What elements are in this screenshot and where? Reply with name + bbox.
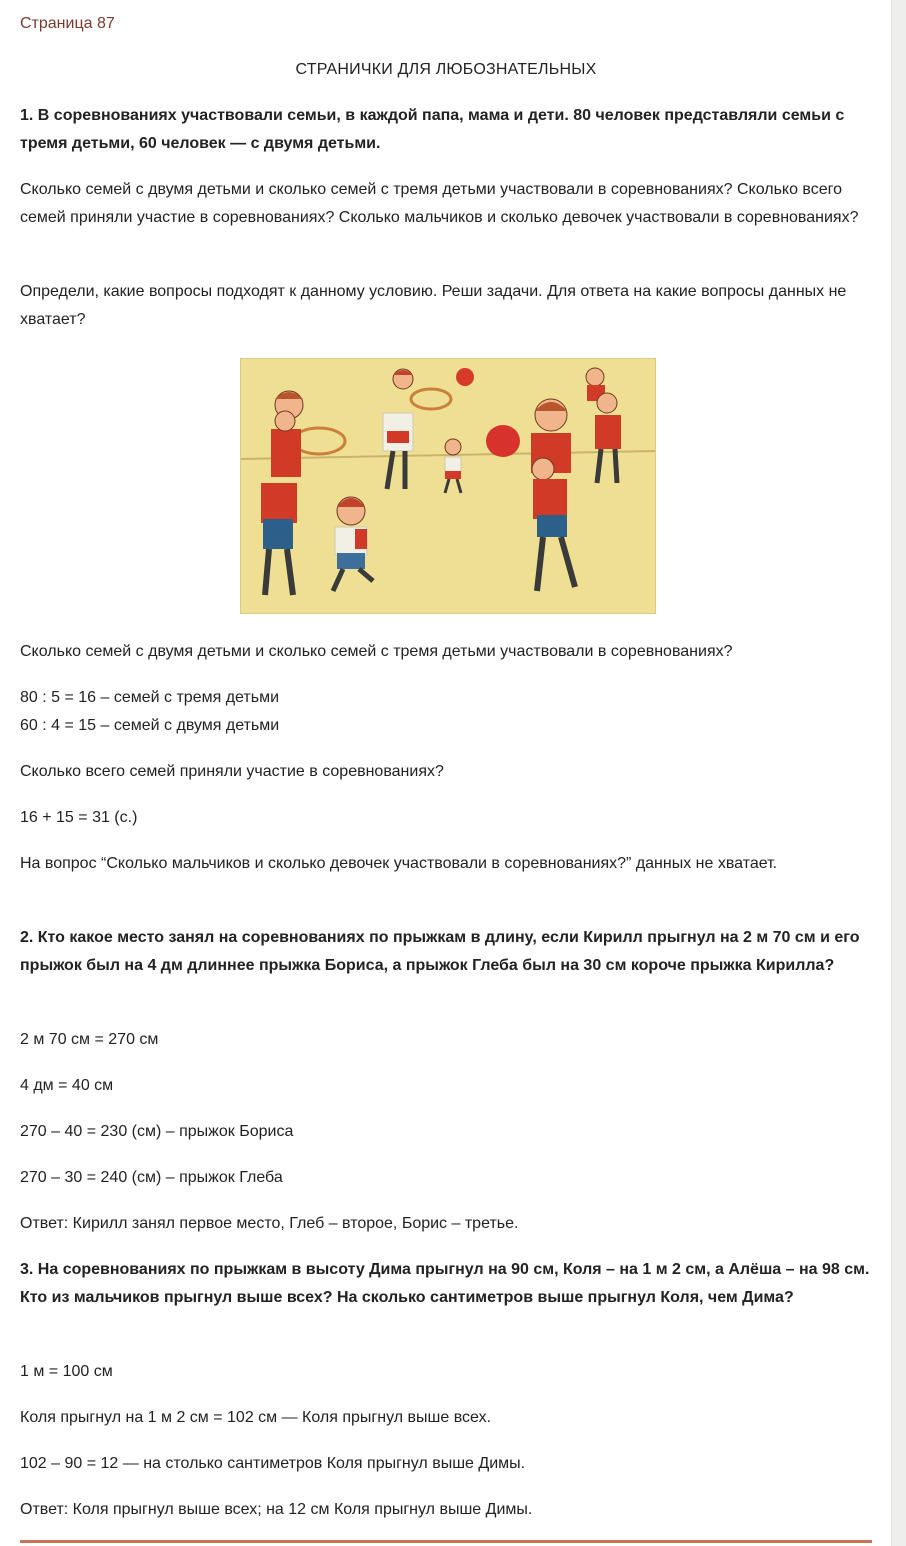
task1-questions: Сколько семей с двумя детьми и сколько семей с тремя детьми участвовали в соревнованиях? Сколько всего семей приняли участие в соревнованиях? Сколько мальчиков и сколько девочек участвовали в соревнованиях? (20, 181, 859, 226)
families-competition-illustration (240, 358, 656, 614)
page-link[interactable]: Страница 87 (20, 15, 115, 32)
section-title: СТРАНИЧКИ ДЛЯ ЛЮБОЗНАТЕЛЬНЫХ (295, 61, 597, 78)
task1-calc-2: 60 : 4 = 15 – семей с двумя детьми (20, 717, 280, 734)
task1-instruction: Определи, какие вопросы подходят к данному условию. Реши задачи. Для ответа на какие вопросы данных не хватает? (20, 283, 847, 328)
page-right-margin (892, 0, 906, 1546)
task2-line-2: 4 дм = 40 см (20, 1077, 114, 1094)
task2-line-4: 270 – 30 = 240 (см) – прыжок Глеба (20, 1169, 283, 1186)
task3-answer: Ответ: Коля прыгнул выше всех; на 12 см Коля прыгнул выше Димы. (20, 1501, 533, 1518)
task3-line-1: 1 м = 100 см (20, 1363, 113, 1380)
task1-calc-3: 16 + 15 = 31 (с.) (20, 809, 138, 826)
task1-statement: 1. В соревнованиях участвовали семьи, в каждой папа, мама и дети. 80 человек представляли семьи с тремя детьми, 60 человек — с двумя детьми. (20, 107, 845, 152)
task3-line-2: Коля прыгнул на 1 м 2 см = 102 см — Коля прыгнул выше всех. (20, 1409, 492, 1426)
bottom-divider (20, 1540, 872, 1543)
task1-question-1: Сколько семей с двумя детьми и сколько семей с тремя детьми участвовали в соревнованиях? (20, 643, 733, 660)
task2-line-3: 270 – 40 = 230 (см) – прыжок Бориса (20, 1123, 294, 1140)
task1-note: На вопрос “Сколько мальчиков и сколько девочек участвовали в соревнованиях?” данных не хватает. (20, 855, 778, 872)
task1-question-2: Сколько всего семей приняли участие в соревнованиях? (20, 763, 444, 780)
task3-line-3: 102 – 90 = 12 — на столько сантиметров Коля прыгнул выше Димы. (20, 1455, 526, 1472)
task1-calc-1: 80 : 5 = 16 – семей с тремя детьми (20, 689, 280, 706)
task2-statement: 2. Кто какое место занял на соревнованиях по прыжкам в длину, если Кирилл прыгнул на 2 м 70 см и его прыжок был на 4 дм длиннее прыжка Бориса, а прыжок Глеба был на 30 см короче прыжка Кирилла? (20, 929, 860, 974)
illustration-drawing (241, 359, 655, 613)
task2-line-1: 2 м 70 см = 270 см (20, 1031, 159, 1048)
task2-answer: Ответ: Кирилл занял первое место, Глеб – второе, Борис – третье. (20, 1215, 519, 1232)
task3-statement: 3. На соревнованиях по прыжкам в высоту Дима прыгнул на 90 см, Коля – на 1 м 2 см, а Алёша – на 98 см. Кто из мальчиков прыгнул выше всех? На сколько сантиметров выше прыгнул Коля, чем Дима? (20, 1261, 870, 1306)
